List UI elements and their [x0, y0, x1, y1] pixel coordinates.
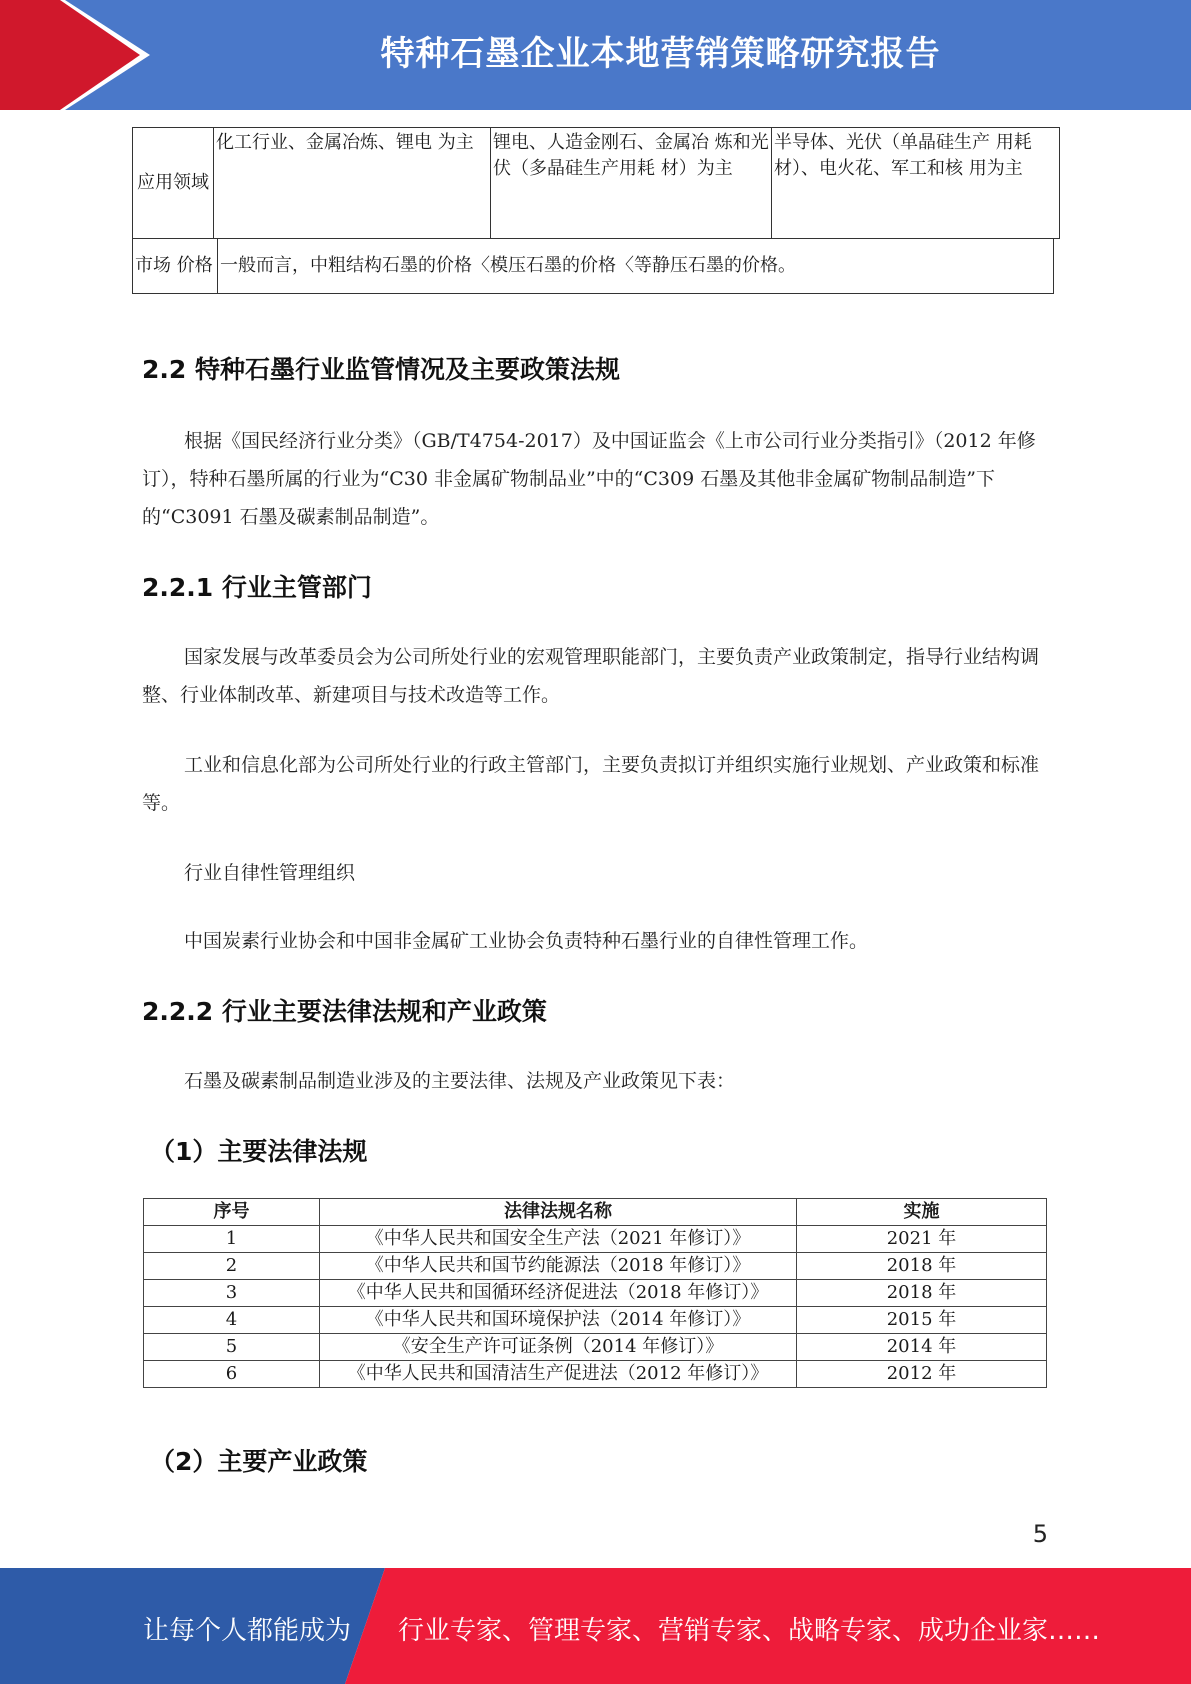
application-cell: 化工行业、金属冶炼、锂电 为主	[214, 128, 491, 239]
page-number: 5	[1032, 1520, 1048, 1548]
footer-banner	[0, 1568, 1191, 1684]
table-header-row	[144, 1199, 1047, 1226]
section-heading: 2.2 特种石墨行业监管情况及主要政策法规	[142, 355, 620, 384]
table-cell: 2018 年	[797, 1253, 1047, 1280]
application-cell: 半导体、光伏（单晶硅生产 用耗材）、电火花、军工和核 用为主	[772, 128, 1060, 239]
table-row	[144, 1226, 1047, 1253]
paragraph: 根据《国民经济行业分类》（GB/T4754-2017）及中国证监会《上市公司行业分类指引》（2012 年修订），特种石墨所属的行业为“C30 非金属矿物制品业”中的“C309 石墨及其他非金属矿物制品制造”下的“C3091 石墨及碳素制品制造”。	[142, 430, 1036, 528]
table-cell: 2015 年	[797, 1307, 1047, 1334]
table-cell: 《中华人民共和国循环经济促进法（2018 年修订）》	[320, 1280, 797, 1307]
table-cell: 《中华人民共和国节约能源法（2018 年修订）》	[320, 1253, 797, 1280]
paragraph: 行业自律性管理组织	[184, 862, 356, 884]
table-cell: 2014 年	[797, 1334, 1047, 1361]
table-cell: 6	[144, 1361, 320, 1388]
paragraph: 工业和信息化部为公司所处行业的行政主管部门，主要负责拟订并组织实施行业规划、产业政策和标准等。	[142, 754, 1040, 814]
column-header: 法律法规名称	[320, 1199, 797, 1226]
footer-slogan-right: 行业专家、管理专家、营销专家、战略专家、成功企业家……	[398, 1616, 1101, 1646]
table-row	[144, 1280, 1047, 1307]
table-cell: 2	[144, 1253, 320, 1280]
table-cell: 1	[144, 1226, 320, 1253]
table-row	[133, 128, 1060, 239]
table-row	[133, 239, 1054, 294]
section-heading: 2.2.2 行业主要法律法规和产业政策	[142, 997, 547, 1026]
table-cell: 2021 年	[797, 1226, 1047, 1253]
table-cell: 2012 年	[797, 1361, 1047, 1388]
application-cell: 锂电、人造金刚石、金属冶 炼和光伏（多晶硅生产用耗 材）为主	[491, 128, 772, 239]
application-label: 应用领域	[133, 128, 214, 239]
paragraph: 石墨及碳素制品制造业涉及的主要法律、法规及产业政策见下表：	[184, 1070, 736, 1092]
column-header: 序号	[144, 1199, 320, 1226]
report-title: 特种石墨企业本地营销策略研究报告	[380, 34, 941, 74]
laws-table	[143, 1198, 1047, 1388]
header-arrow-decoration	[0, 0, 150, 110]
table-cell: 《安全生产许可证条例（2014 年修订）》	[320, 1334, 797, 1361]
header-banner	[0, 0, 1191, 110]
table-cell: 3	[144, 1280, 320, 1307]
price-label: 市场 价格	[133, 239, 218, 294]
graphite-comparison-table	[132, 127, 1060, 239]
paragraph: 国家发展与改革委员会为公司所处行业的宏观管理职能部门，主要负责产业政策制定，指导行业结构调整、行业体制改革、新建项目与技术改造等工作。	[142, 646, 1040, 706]
footer-slogan-left: 让每个人都能成为	[143, 1616, 352, 1646]
table-cell: 4	[144, 1307, 320, 1334]
table-cell: 2018 年	[797, 1280, 1047, 1307]
table-row	[144, 1361, 1047, 1388]
table-row	[144, 1307, 1047, 1334]
table-cell: 《中华人民共和国安全生产法（2021 年修订）》	[320, 1226, 797, 1253]
section-heading: 2.2.1 行业主管部门	[142, 573, 372, 602]
table-row	[144, 1253, 1047, 1280]
subsection-heading: （2）主要产业政策	[150, 1447, 368, 1476]
subsection-heading: （1）主要法律法规	[150, 1137, 368, 1166]
table-cell: 《中华人民共和国清洁生产促进法（2012 年修订）》	[320, 1361, 797, 1388]
table-row	[144, 1334, 1047, 1361]
column-header: 实施	[797, 1199, 1047, 1226]
price-table	[132, 238, 1054, 294]
table-cell: 5	[144, 1334, 320, 1361]
price-text: 一般而言，中粗结构石墨的价格〈模压石墨的价格〈等静压石墨的价格。	[218, 239, 1054, 294]
paragraph: 中国炭素行业协会和中国非金属矿工业协会负责特种石墨行业的自律性管理工作。	[184, 930, 869, 952]
table-cell: 《中华人民共和国环境保护法（2014 年修订）》	[320, 1307, 797, 1334]
